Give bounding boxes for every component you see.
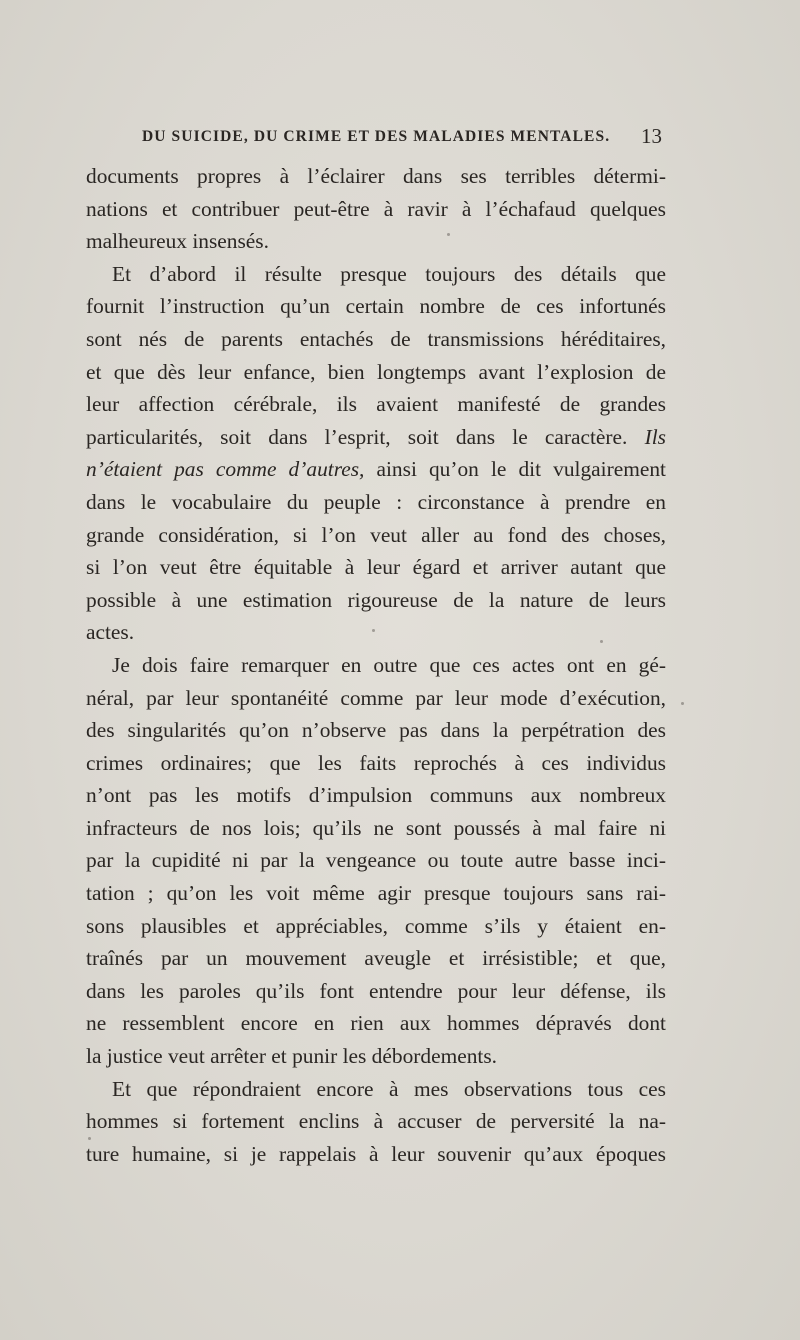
text-line	[86, 551, 666, 584]
text-line	[86, 649, 666, 682]
paper-speck	[447, 233, 450, 236]
line-text: sont nés de parents entachés de transmissions héréditaires,	[86, 326, 666, 351]
line-text: fournit l’instruction qu’un certain nombre de ces infortunés	[86, 294, 666, 319]
line-text: dans le vocabulaire du peuple : circonstance à prendre en	[86, 489, 666, 514]
line-text: grande considération, si l’on veut aller au fond des choses,	[86, 522, 666, 547]
line-text: infracteurs de nos lois; qu’ils ne sont poussés à mal faire ni	[86, 815, 666, 840]
line-text: ainsi qu’on le dit vulgairement	[376, 457, 666, 482]
text-line	[86, 1138, 666, 1171]
italic-text: n’étaient pas comme d’autres,	[86, 457, 365, 482]
line-text: et que dès leur enfance, bien longtemps avant l’explosion de	[86, 359, 666, 384]
line-text: néral, par leur spontanéité comme par leur mode d’exécution,	[86, 685, 666, 710]
text-line	[86, 1040, 666, 1073]
line-text: n’ont pas les motifs d’impulsion communs aux nombreux	[86, 783, 666, 808]
line-text: malheureux insensés.	[86, 229, 269, 254]
text-line	[86, 616, 666, 649]
line-text: la justice veut arrêter et punir les débordements.	[86, 1044, 498, 1069]
text-line	[86, 1105, 666, 1138]
line-text: Et que répondraient encore à mes observations tous ces	[112, 1076, 666, 1101]
text-line	[86, 682, 666, 715]
line-text: dans les paroles qu’ils font entendre pour leur défense, ils	[86, 978, 666, 1003]
line-text: ne ressemblent encore en rien aux hommes dépravés dont	[86, 1011, 666, 1036]
text-line	[86, 844, 666, 877]
line-text: particularités, soit dans l’esprit, soit dans le caractère.	[86, 424, 628, 449]
paper-speck	[88, 1137, 91, 1140]
running-head	[86, 124, 662, 154]
text-line	[86, 388, 666, 421]
line-text: Et d’abord il résulte presque toujours des détails que	[112, 261, 666, 286]
line-text: documents propres à l’éclairer dans ses terribles détermi-	[86, 164, 666, 188]
paper-speck	[372, 629, 375, 632]
text-line	[86, 356, 666, 389]
running-title: DU SUICIDE, DU CRIME ET DES MALADIES MENTALES.	[142, 128, 611, 145]
text-line	[86, 1073, 666, 1106]
page-number: 13	[641, 124, 662, 148]
text-line	[86, 1007, 666, 1040]
text-line	[86, 519, 666, 552]
line-text: actes.	[86, 620, 135, 645]
line-text: ture humaine, si je rappelais à leur souvenir qu’aux époques	[86, 1141, 666, 1166]
text-line	[86, 453, 666, 486]
line-text: nations et contribuer peut-être à ravir à l’échafaud quelques	[86, 196, 666, 221]
text-line	[86, 714, 666, 747]
text-line	[86, 486, 666, 519]
paper-speck	[681, 702, 684, 705]
line-text: crimes ordinaires; que les faits reprochés à ces individus	[86, 750, 666, 775]
line-text: possible à une estimation rigoureuse de la nature de leurs	[86, 587, 666, 612]
text-line	[86, 747, 666, 780]
text-line	[86, 910, 666, 943]
text-line	[86, 421, 666, 454]
line-text: Je dois faire remarquer en outre que ces actes ont en gé-	[112, 652, 666, 677]
text-line	[86, 160, 666, 193]
line-text: hommes si fortement enclins à accuser de perversité la na-	[86, 1109, 666, 1134]
text-line	[86, 323, 666, 356]
text-line	[86, 225, 666, 258]
body-text	[86, 160, 666, 1170]
text-line	[86, 812, 666, 845]
text-line	[86, 942, 666, 975]
line-text: par la cupidité ni par la vengeance ou toute autre basse inci-	[86, 848, 666, 873]
text-line	[86, 258, 666, 291]
text-line	[86, 584, 666, 617]
text-line	[86, 975, 666, 1008]
text-line	[86, 779, 666, 812]
line-text: leur affection cérébrale, ils avaient manifesté de grandes	[86, 392, 666, 417]
italic-text: Ils	[644, 424, 666, 449]
line-text: tation ; qu’on les voit même agir presque toujours sans rai-	[86, 881, 666, 906]
text-line	[86, 193, 666, 226]
text-line	[86, 877, 666, 910]
text-line	[86, 290, 666, 323]
line-text: des singularités qu’on n’observe pas dans la perpétration des	[86, 718, 666, 743]
paper-speck	[600, 640, 603, 643]
line-text: si l’on veut être équitable à leur égard et arriver autant que	[86, 555, 666, 580]
line-text: traînés par un mouvement aveugle et irrésistible; et que,	[86, 946, 666, 971]
line-text: sons plausibles et appréciables, comme s’ils y étaient en-	[86, 913, 666, 938]
